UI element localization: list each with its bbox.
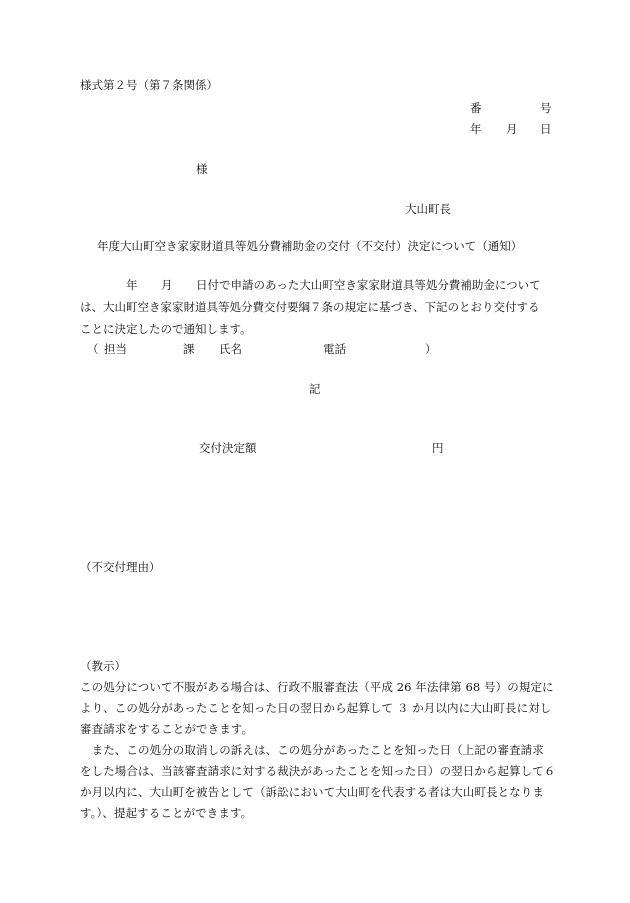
date-year-label: 年 [470, 122, 482, 136]
contact-name-label: 氏名 [219, 342, 242, 356]
contact-close-paren: ） [425, 342, 437, 356]
body-line-1: 日付で申請のあった大山町空き家家財道具等処分費補助金について [196, 278, 541, 292]
form-number: 様式第２号（第７条関係） [80, 78, 218, 92]
amount-unit: 円 [432, 441, 444, 455]
instruction-heading: （教示） [80, 659, 126, 673]
document-number-label: 番 [470, 101, 482, 115]
body-line-2: は、大山町空き家家財道具等処分費交付要綱７条の規定に基づき、下記のとおり交付する [80, 300, 540, 314]
date-month-label: 月 [506, 122, 518, 136]
refusal-reason-label: （不交付理由） [80, 560, 161, 574]
body-month-label: 月 [161, 278, 173, 292]
instruction-line: をした場合は、当該審査請求に対する裁決があったことを知った日）の翌日から起算して６ [80, 764, 556, 778]
ki-heading: 記 [309, 382, 321, 396]
instruction-line: す。）、提起することができます。 [80, 806, 253, 820]
instruction-paragraph [80, 677, 556, 824]
body-year-label: 年 [126, 278, 138, 292]
instruction-line: 審査請求をすることができます。 [80, 722, 254, 736]
contact-ka-label: 課 [183, 342, 195, 356]
instruction-line: か月以内に、大山町を被告として（訴訟において大山町を代表する者は大山町長となりま [80, 785, 544, 799]
contact-phone-label: 電話 [323, 342, 346, 356]
instruction-line: また、この処分の取消しの訴えは、この処分があったことを知った日（上記の審査請求 [80, 743, 544, 757]
body-line-3: ことに決定したので通知します。 [80, 322, 252, 336]
contact-tantou-label: 担当 [104, 342, 127, 356]
amount-label: 交付決定額 [199, 441, 257, 455]
instruction-line: より、この処分があったことを知った日の翌日から起算して ３ か月以内に大山町長に対し [80, 701, 552, 715]
instruction-line: この処分について不服がある場合は、行政不服審査法（平成 26 年法律第 68 号）の規定に [80, 680, 554, 694]
document-title: 年度大山町空き家家財道具等処分費補助金の交付（不交付）決定について（通知） [97, 239, 523, 253]
contact-open-paren: （ [87, 342, 99, 356]
document-number-suffix: 号 [540, 101, 552, 115]
sender-name: 大山町長 [405, 202, 451, 216]
recipient-honorific: 様 [196, 162, 208, 176]
date-day-label: 日 [540, 122, 552, 136]
